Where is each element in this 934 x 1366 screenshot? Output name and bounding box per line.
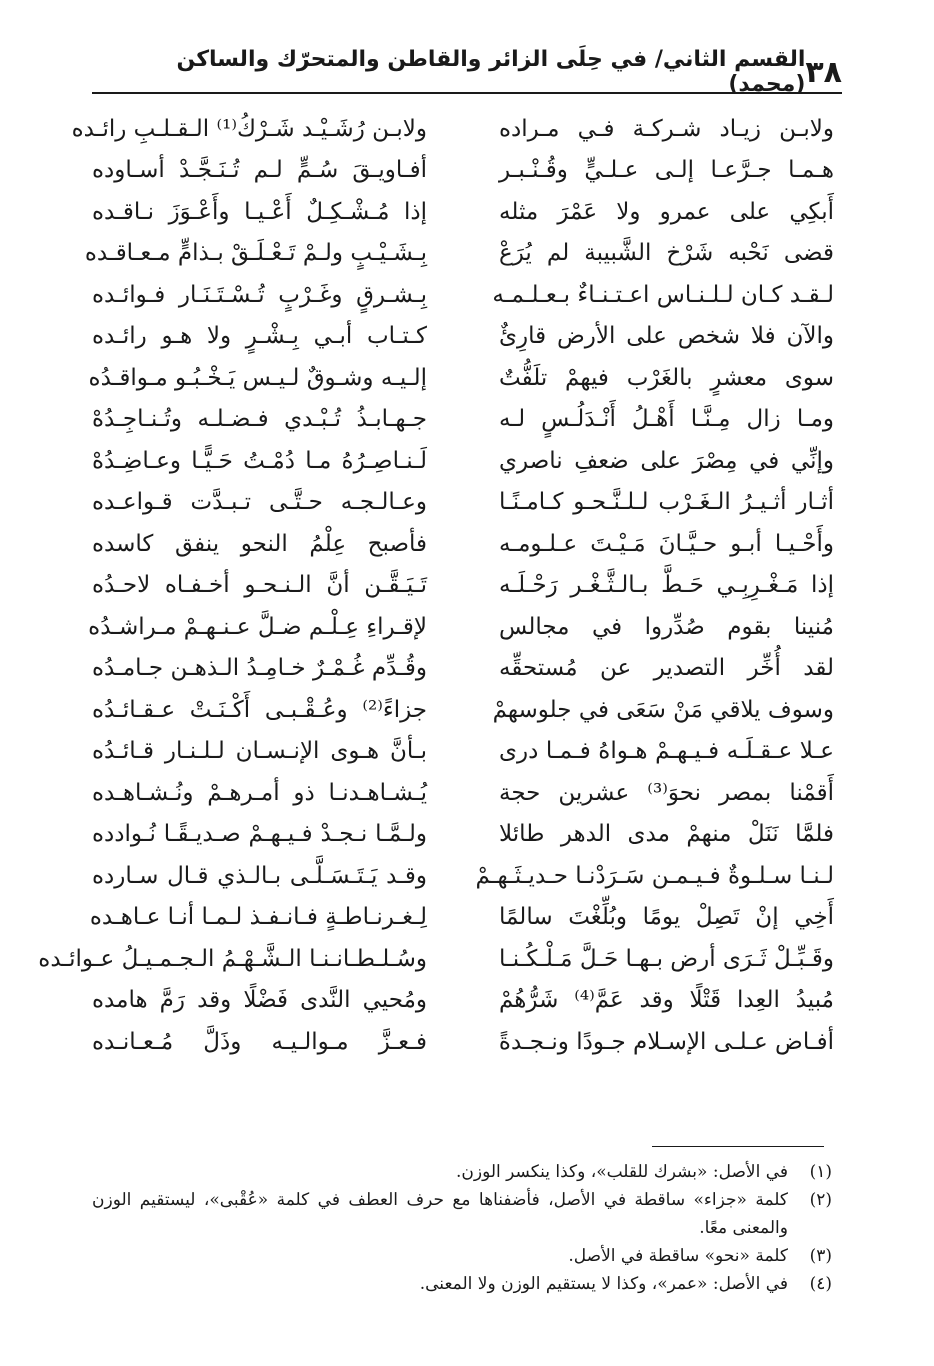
verse-second-hemistich: وقُـدِّم غُـمْـرٌ خـامِـدُ الـذهـن جـامـدُه xyxy=(92,655,427,682)
page-header xyxy=(92,47,842,97)
verse-second-hemistich: وسُـلـطـانـنـا الـشَّـهْـمُ الـجـمـيـلُ عـوائـده xyxy=(38,945,427,972)
verse-line xyxy=(88,357,842,399)
verse-second-hemistich: أفـاويـقَ سُـمٍّ لـم تُـنَـجَّـدْ أسـاوده xyxy=(92,157,427,184)
verse-first-hemistich: أفـاض عـلـى الإسـلام جـودًا ونـجـدةً xyxy=(498,1028,834,1055)
verse-second-hemistich: ومُحيي النَّدى فَضْلًا وقد رَمَّ هامده xyxy=(92,987,427,1014)
verse-second-hemistich: ولابـن رُشَـيْـد شَـرْكُ⁽¹⁾ الـقـلـبِ رائـده xyxy=(71,115,427,142)
verse-line xyxy=(92,565,842,607)
verse-first-hemistich: إذا مَـغْـرِبِـي حَـطَّ بـالـثَّـغْـر رَحْـلَـه xyxy=(499,572,834,599)
verse-second-hemistich: كـتـاب أبـي بِـشْـرٍ ولا هـو رائـده xyxy=(92,323,427,350)
verse-first-hemistich: أثـار أثـيـرُ الـغَـرْب لـلـنَّـحـو كـامـنًـا xyxy=(499,489,834,516)
verse-line xyxy=(92,689,842,731)
verse-first-hemistich: ولابـن زيـاد شـركـة فـي مـراده xyxy=(499,115,834,142)
verse-line xyxy=(92,399,842,441)
running-title: القسم الثاني/ في حِلَى الزائر والقاطن والمتحرّك والساكن (محمد) xyxy=(176,47,806,97)
verse-line xyxy=(92,1021,842,1063)
footnote-number: (٣) xyxy=(809,1246,832,1266)
footnote-text: في الأصل: «بشرك للقلب»، وكذا ينكسر الوزن. xyxy=(455,1162,788,1182)
poem xyxy=(38,108,842,1063)
verse-first-hemistich: وسوف يلاقي مَنْ سَعَى في جلوسهمْ xyxy=(492,696,834,723)
verse-first-hemistich: سوى معشرٍ بالغَرْب فيهمْ تلَفُّتٌ xyxy=(499,364,834,391)
verse-first-hemistich: مُبيدُ العِدا قَتْلًا وقد عَمَّ⁽⁴⁾ شَرُّهُمْ xyxy=(499,987,834,1014)
verse-line xyxy=(92,731,842,773)
footnote xyxy=(92,1186,832,1242)
verse-second-hemistich: إلـيـه وشـوقٌ لـيـس يَـخْـبُـو مـواقـدُه xyxy=(88,364,427,391)
verse-line xyxy=(92,440,842,482)
verse-first-hemistich: قضى نَحْبه شَرْخ الشَّبيبة لم يُرَعْ xyxy=(499,240,834,267)
verse-first-hemistich: لـنـا سـلـوةٌ فـيـمـن سَـرَدْنـا حـديـثَـهـمْ xyxy=(475,862,834,889)
verse-second-hemistich: فأصبح عِلْمُ النحو ينفق كاسده xyxy=(92,530,427,557)
footnote-separator xyxy=(652,1146,824,1147)
verse-first-hemistich: وإنِّي في مِصْرَ على ضعفِ ناصري xyxy=(499,447,834,474)
footnotes xyxy=(92,1158,832,1298)
verse-second-hemistich: لِـغـرنـاطـةٍ فـانـفـذ لـمـا أنـا عـاهـده xyxy=(89,904,427,931)
verse-line xyxy=(84,233,842,275)
footnote-number: (٤) xyxy=(809,1274,832,1294)
footnote xyxy=(92,1270,832,1298)
verse-first-hemistich: أَقمْنا بمصر نحوَ⁽³⁾ عشرين حجة xyxy=(499,779,834,806)
verse-line xyxy=(92,316,842,358)
verse-line xyxy=(92,980,842,1022)
footnote-number: (١) xyxy=(809,1162,832,1182)
verse-second-hemistich: تَـيَـقَّـن أنَّ الـنـحـو أخـفـاه لاحـدُه xyxy=(92,572,427,599)
verse-second-hemistich: فـعـزَّ مـوالـيـه وذَلَّ مُـعـانـده xyxy=(92,1028,427,1055)
verse-line xyxy=(92,814,842,856)
footnote-number: (٢) xyxy=(809,1190,832,1210)
verse-second-hemistich: ولـمَّـا نـجـدْ فـيـهـمْ صـديـقًـا نُـوادده xyxy=(92,821,427,848)
verse-line xyxy=(92,772,842,814)
verse-second-hemistich: بِـشـرقٍ وغَـرْبٍ تُـسْـتَـنَـار فـوائـده xyxy=(92,281,427,308)
verse-second-hemistich: إذا مُـشْـكِـلٌ أَعْـيـا وأَعْـوَزَ نـاقـده xyxy=(92,198,427,225)
page-number: ٣٨ xyxy=(805,54,842,90)
verse-first-hemistich: مُنينا بقوم صُدِّروا في مجالس xyxy=(499,613,834,640)
verse-second-hemistich: لَـنـاصِـرُهُ مـا دُمْـتُ حَـيًّـا وعـاضِـدُهْ xyxy=(92,447,427,474)
verse-first-hemistich: أَخِي إنْ تَصِلْ يومًا وبُلِّغْتَ سالمًا xyxy=(499,904,834,931)
verse-line xyxy=(92,274,842,316)
footnote-text: في الأصل: «عمر»، وكذا لا يستقيم الوزن ولا المعنى. xyxy=(419,1274,788,1294)
verse-first-hemistich: هـمـا جـرَّعـا إلـى عـلـيٍّ وقُـنْـبـر xyxy=(499,157,834,184)
verse-line xyxy=(89,897,842,939)
verse-first-hemistich: وأَحْـيـا أبـو حـيَّـانَ مَـيْـتَ عـلـومـه xyxy=(499,530,834,557)
footnote-text: كلمة «نحو» ساقطة في الأصل. xyxy=(568,1246,788,1266)
verse-first-hemistich: لـقـد كـان لـلـنـاس اعـتـنـاءٌ بـعـلـمـه xyxy=(492,281,834,308)
footnote xyxy=(92,1158,832,1186)
verse-line xyxy=(92,523,842,565)
verse-first-hemistich: والآن فلا شخص على الأرض قارِئٌ xyxy=(499,323,834,350)
verse-line xyxy=(92,150,842,192)
verse-second-hemistich: لإقـراءِ عِـلْـم ضـلَّ عـنـهـمْ مـراشـدُه xyxy=(88,613,427,640)
verse-second-hemistich: يُـشـاهـدنـا ذو أمـرهـمْ ونُـشـاهـده xyxy=(92,779,427,806)
verse-line xyxy=(88,606,842,648)
verse-first-hemistich: ومـا زال مِـنَّـا أَهْـلُ أَنْـدَلُـسٍ لـه xyxy=(499,406,834,433)
verse-first-hemistich: لقد أُخِّر التصدير عن مُستحقِّه xyxy=(499,655,834,682)
verse-first-hemistich: وقَـبِّـلْ ثَـرَى أرض بـهـا حَـلَّ مَـلْـكُـنـا xyxy=(498,945,834,972)
verse-first-hemistich: عـلا عـقـلَـه فـيـهـمْ هـواهُ فـمـا درى xyxy=(499,738,834,765)
verse-line xyxy=(92,648,842,690)
verse-second-hemistich: بـأنَّ هـوى الإنـسـان لـلـنـار قـائـدُه xyxy=(92,738,427,765)
verse-line xyxy=(92,855,842,897)
verse-second-hemistich: جـهـابـذُ تُـبْـدي فـضـلـه وتُـنـاجِـدُهْ xyxy=(92,406,427,433)
verse-line xyxy=(71,108,842,150)
verse-first-hemistich: أَبكِي على عمرو ولا عَمْرَ مثله xyxy=(499,198,834,225)
verse-line xyxy=(38,938,842,980)
verse-second-hemistich: وعـالـجـه حـتَّـى تـبـدَّت قـواعـده xyxy=(92,489,427,516)
verse-second-hemistich: بِـشَـيْـبٍ ولـمْ تَـعْـلَـقْ بـذامٍّ مـعـاقـده xyxy=(84,240,427,267)
verse-line xyxy=(92,482,842,524)
verse-second-hemistich: جزاءً⁽²⁾ وعُـقْـبـى أَكْـنَـتْ عـقـائـدُه xyxy=(92,696,427,723)
verse-first-hemistich: فلمَّا نَنَلْ منهمْ مدى الدهر طائلا xyxy=(499,821,834,848)
footnote-text: كلمة «جزاء» ساقطة في الأصل، فأضفناها مع حرف العطف في كلمة «عُقْبى»، ليستقيم الوزن والمعنى معًا. xyxy=(92,1190,788,1238)
verse-line xyxy=(92,191,842,233)
verse-second-hemistich: وقـد يَـتَـسَـلَّـى بـالـذي قـال سـارده xyxy=(92,862,427,889)
footnote xyxy=(92,1242,832,1270)
